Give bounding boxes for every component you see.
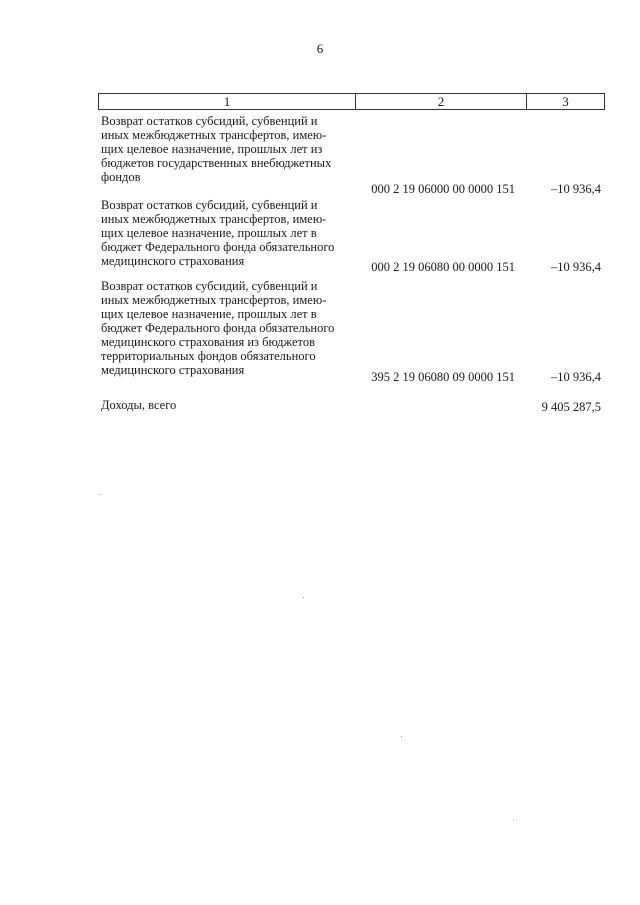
table-row [98,279,605,384]
total-amount: 9 405 287,5 [541,400,601,414]
scan-speck [513,820,514,821]
scan-speck [99,494,100,495]
row-amount: –10 936,4 [551,182,601,196]
row-description: Возврат остатков субсидий, субвенций и иных межбюджетных трансфертов, имею- щих целевое назначение, прошлых лет в бюджет Федерального фонда обязательного медицинского страхования [101,198,335,268]
row-code: 000 2 19 06000 00 0000 151 [371,182,515,196]
row-code: 000 2 19 06080 00 0000 151 [371,260,515,274]
row-description: Возврат остатков субсидий, субвенций и иных межбюджетных трансфертов, имею- щих целевое назначение, прошлых лет в бюджет Федерального фонда обязательного медицинского страхования из бюджетов территориальных фондов обязательного медицинского страхования [101,279,335,377]
total-row [98,398,605,414]
row-code: 395 2 19 06080 09 0000 151 [371,370,515,384]
header-col-3: 3 [562,93,569,109]
scan-speck [401,736,402,737]
row-amount: –10 936,4 [551,370,601,384]
total-label: Доходы, всего [101,398,177,412]
table-header [98,93,605,110]
page-number: 6 [316,41,324,56]
table-row [98,198,605,274]
header-col-2: 2 [356,94,527,109]
header-col-1: 1 [99,94,356,109]
row-description: Возврат остатков субсидий, субвенций и иных межбюджетных трансфертов, имею- щих целевое назначение, прошлых лет из бюджетов государственных внебюджетных фондов [101,114,332,184]
row-amount: –10 936,4 [551,260,601,274]
table-row [98,114,605,196]
scan-speck [303,597,304,598]
